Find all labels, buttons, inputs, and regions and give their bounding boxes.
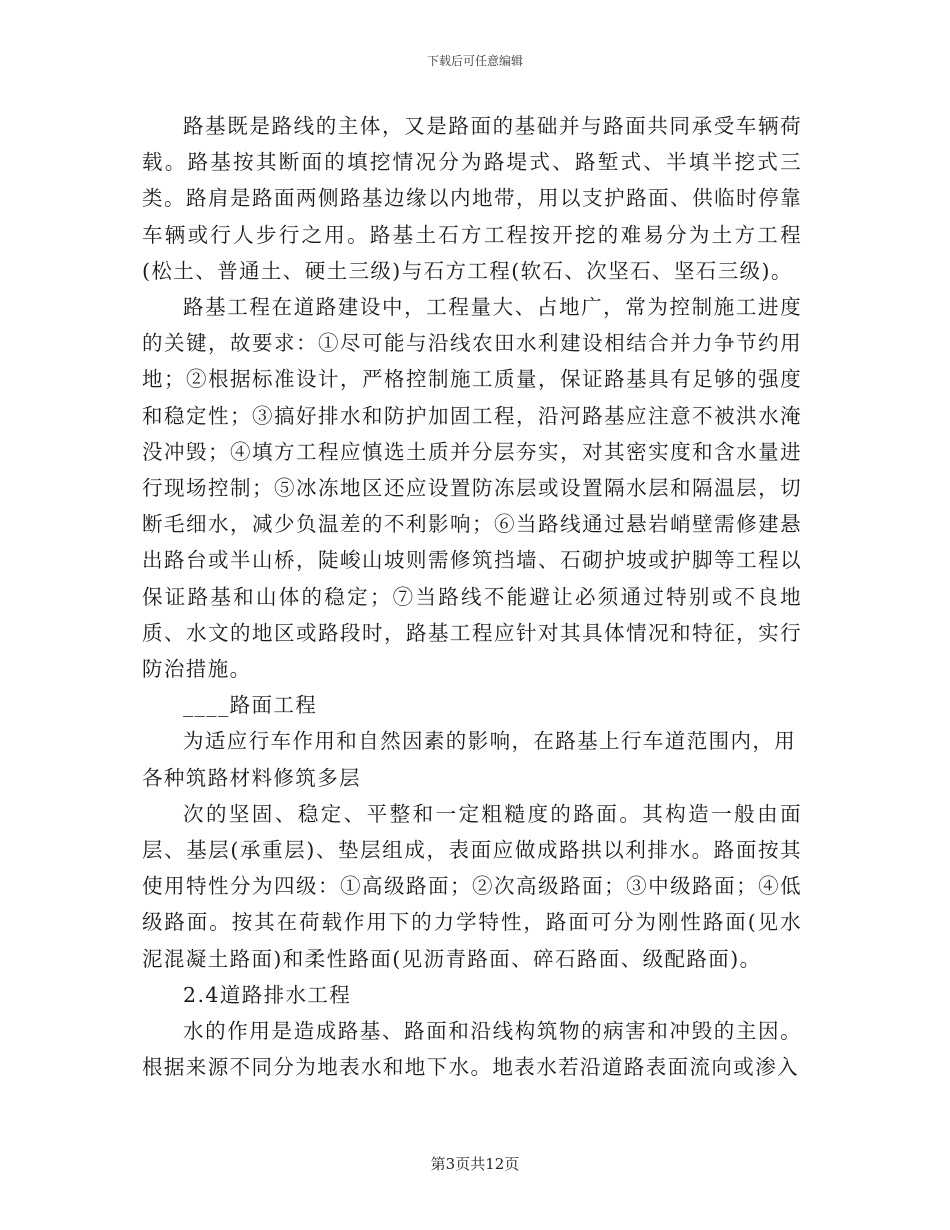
section-heading-pavement: ____路面工程 — [183, 693, 318, 718]
paragraph-subgrade-intro: 路基既是路线的主体，又是路面的基础并与路面共同承受车辆荷载。路基按其断面的填挖情况分为路堤式、路堑式、半填半挖式三类。路肩是路面两侧路基边缘以内地带，用以支护路面、供临时停靠车辆或行人步行之用。路基土石方工程按开挖的难易分为土方工程(松土、普通土、硬土三级)与石方工程(软石、次坚石、坚石三级)。 — [142, 114, 802, 283]
document-body — [142, 108, 802, 1085]
paragraph-pavement-structure: 次的坚固、稳定、平整和一定粗糙度的路面。其构造一般由面层、基层(承重层)、垫层组成，表面应做成路拱以利排水。路面按其使用特性分为四级：①高级路面；②次高级路面；③中级路面；④低级路面。按其在荷载作用下的力学特性，路面可分为刚性路面(见水泥混凝土路面)和柔性路面(见沥青路面、碎石路面、级配路面)。 — [142, 801, 802, 971]
page-footer: 第3页共12页 — [430, 1155, 520, 1173]
paragraph-pavement-intro: 为适应行车作用和自然因素的影响，在路基上行车道范围内，用各种筑路材料修筑多层 — [142, 729, 797, 790]
page-header: 下载后可任意编辑 — [426, 54, 523, 68]
paragraph-drainage-intro: 水的作用是造成路基、路面和沿线构筑物的病害和冲毁的主因。根据来源不同分为地表水和地下水。地表水若沿道路表面流向或渗入 — [142, 1019, 802, 1080]
paragraph-subgrade-requirements: 路基工程在道路建设中，工程量大、占地广，常为控制施工进度的关键，故要求：①尽可能与沿线农田水利建设相结合并力争节约用地；②根据标准设计，严格控制施工质量，保证路基具有足够的强度和稳定性；③搞好排水和防护加固工程，沿河路基应注意不被洪水淹没冲毁；④填方工程应慎选土质并分层夯实，对其密实度和含水量进行现场控制；⑤冰冻地区还应设置防冻层或设置隔水层和隔温层，切断毛细水，减少负温差的不利影响；⑥当路线通过悬岩峭壁需修建悬出路台或半山桥，陡峻山坡则需修筑挡墙、石砌护坡或护脚等工程以保证路基和山体的稳定；⑦当路线不能避让必须通过特别或不良地质、水文的地区或路段时，路基工程应针对其具体情况和特征，实行防治措施。 — [142, 295, 802, 682]
section-heading-drainage: 2.4道路排水工程 — [183, 982, 352, 1007]
